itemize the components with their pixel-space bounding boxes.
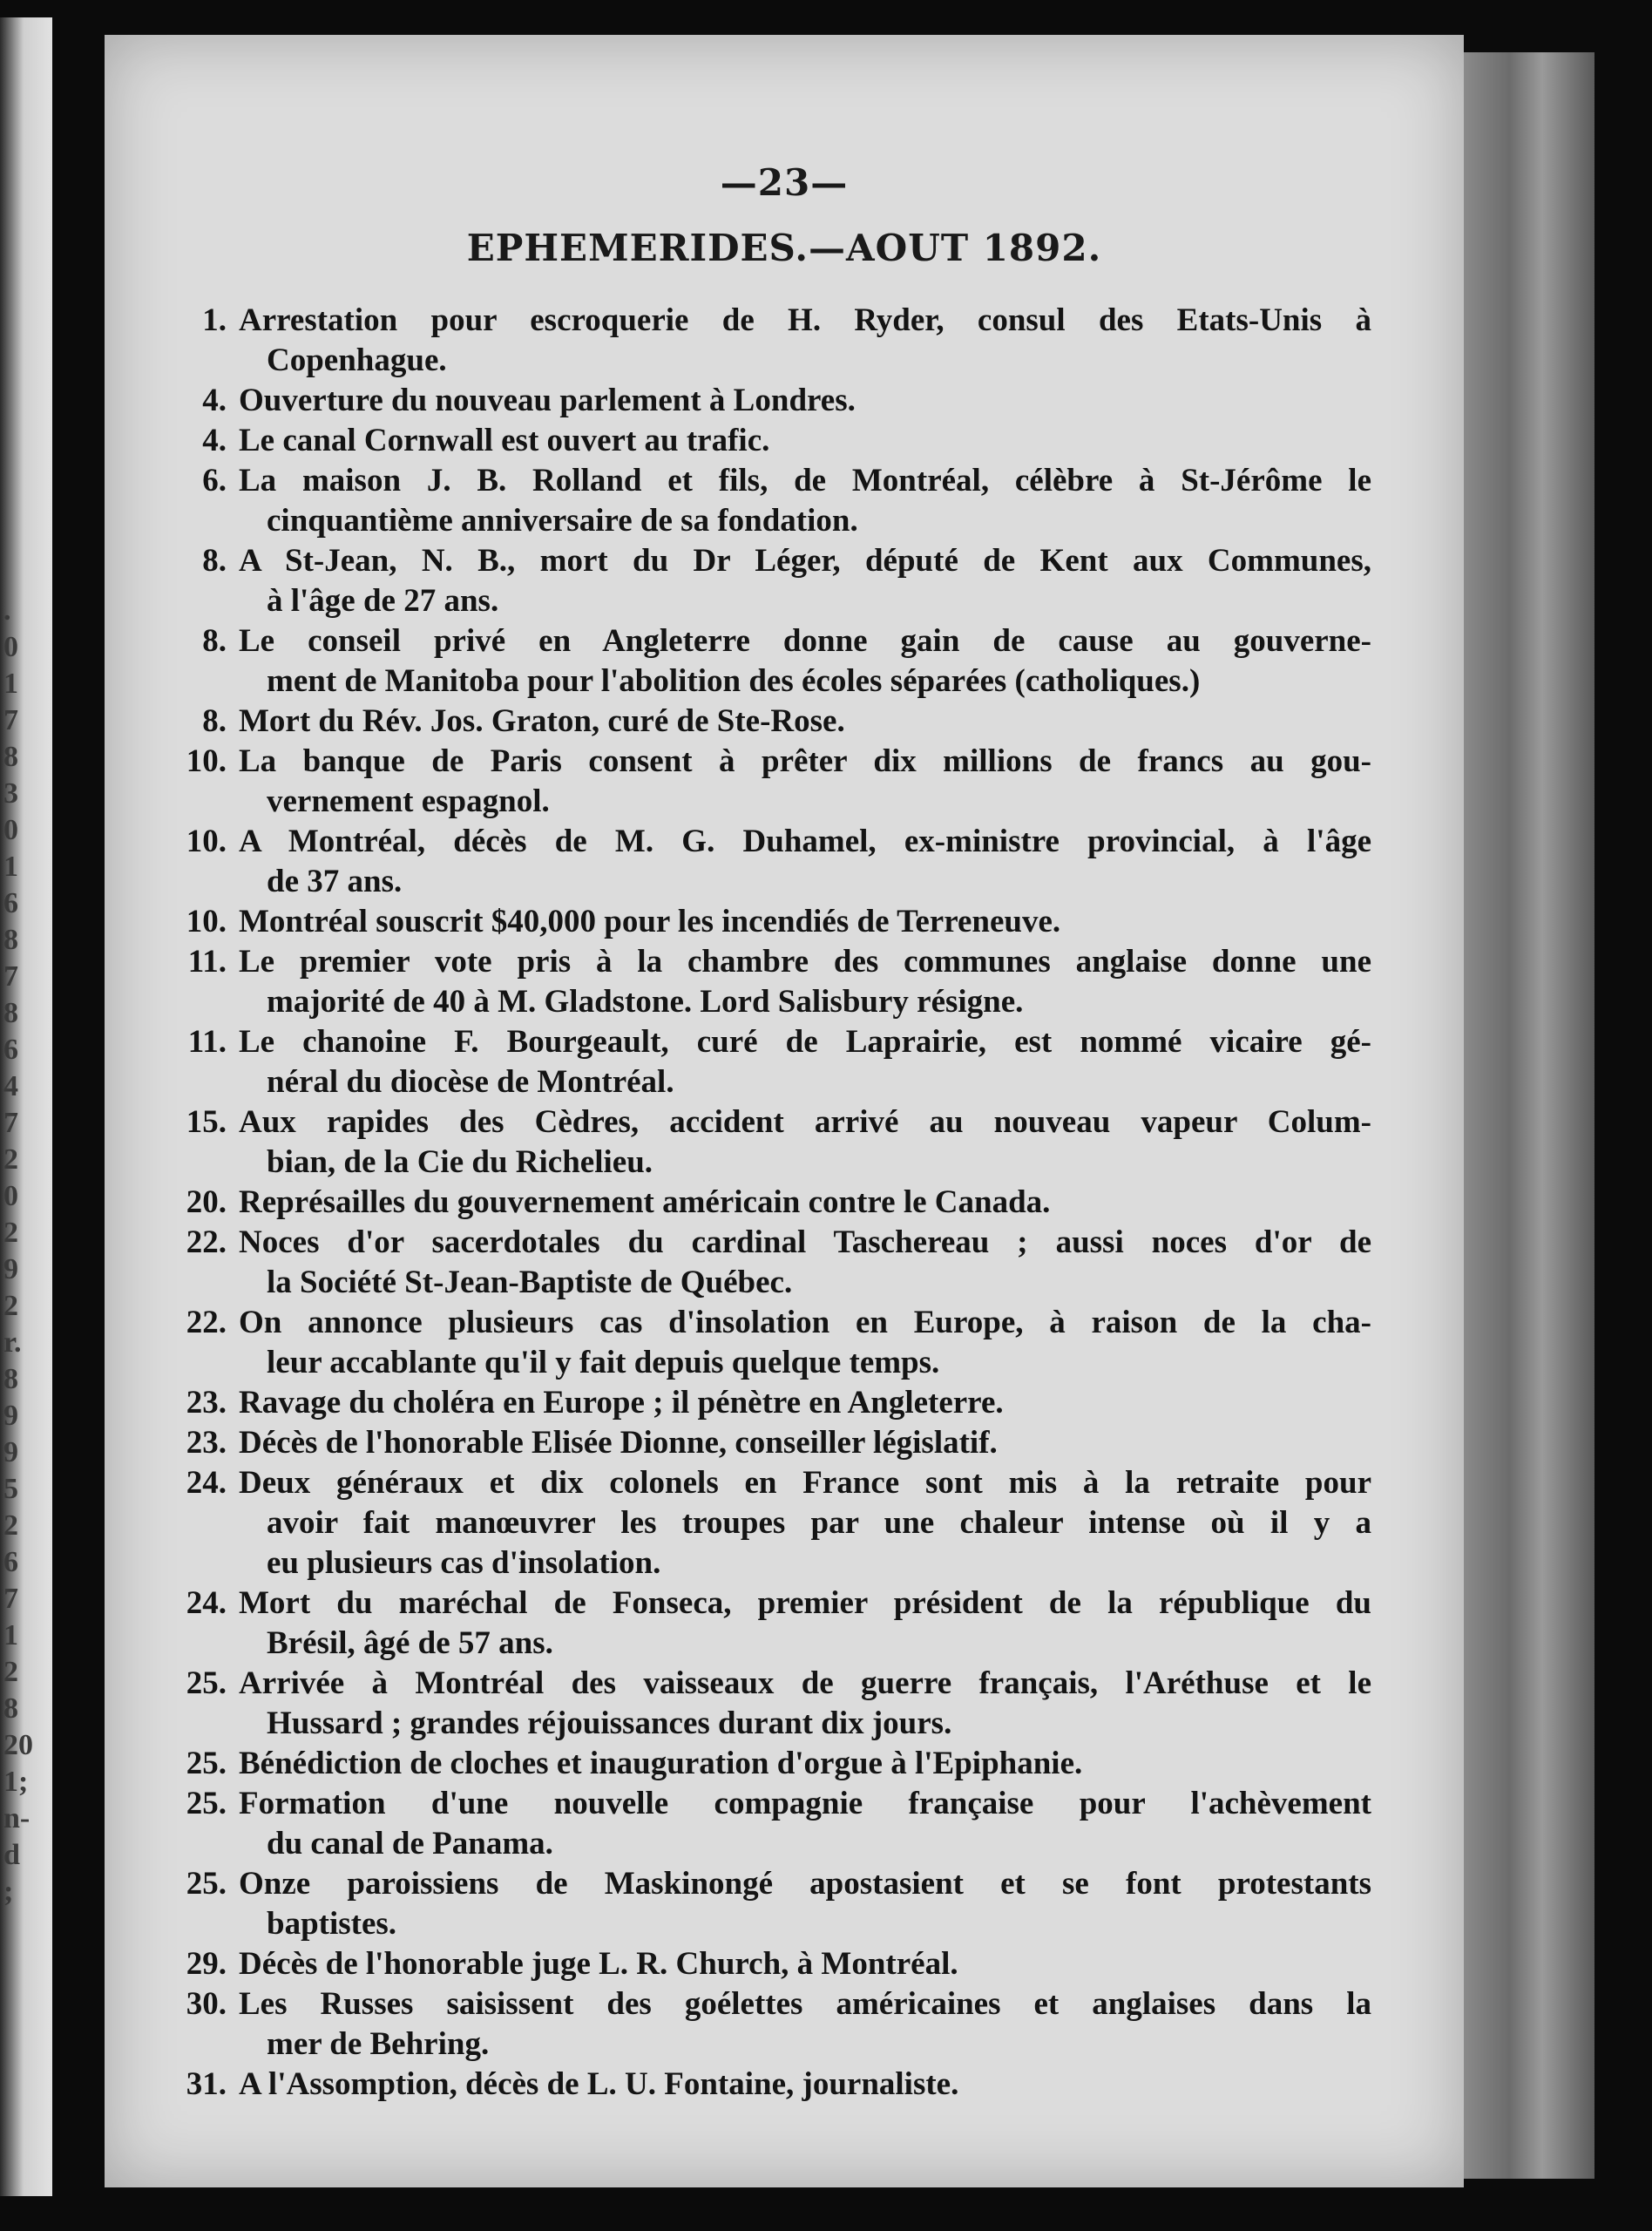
margin-fragment: 8 [3,1363,18,1395]
entry-text [239,902,1371,942]
entry-line: A St-Jean, N. B., mort du Dr Léger, député de Kent aux Communes, [239,543,1371,579]
list-item [122,1784,1464,1864]
entry-line: Brésil, âgé de 57 ans. [267,1625,553,1661]
margin-fragment: 5 [3,1473,18,1505]
entry-line: Mort du Rév. Jos. Graton, curé de Ste-Rose. [239,703,845,739]
entry-line: La maison J. B. Rolland et fils, de Montréal, célèbre à St-Jérôme le [239,463,1371,498]
margin-fragment: 8 [3,997,18,1029]
entry-line: ment de Manitoba pour l'abolition des écoles séparées (catholiques.) [267,663,1201,699]
margin-fragment: r. [3,1326,22,1359]
list-item [122,1944,1464,1984]
entry-line: Le conseil privé en Angleterre donne gain de cause au gouverne- [239,623,1371,659]
margin-fragment: 6 [3,887,18,919]
entry-line: bian, de la Cie du Richelieu. [267,1144,653,1180]
list-item [122,942,1464,1022]
entry-text [239,381,1371,421]
entry-text [239,1423,1371,1463]
list-item [122,2065,1464,2105]
list-item [122,421,1464,461]
entry-line: à l'âge de 27 ans. [267,583,499,619]
entry-line: Arrestation pour escroquerie de H. Ryder, consul des Etats-Unis à [239,302,1371,338]
entry-day: 4. [202,383,227,418]
entry-line: Formation d'une nouvelle compagnie française pour l'achèvement [239,1786,1371,1821]
margin-fragment: d [3,1839,20,1871]
entry-day: 30. [186,1986,227,2022]
entry-day: 20. [186,1184,227,1220]
margin-fragment: ; [3,1875,14,1908]
entry-day: 24. [186,1585,227,1621]
entry-line: du canal de Panama. [267,1826,553,1861]
list-item [122,1984,1464,2065]
entry-text [239,1383,1371,1423]
entry-line: leur accablante qu'il y fait depuis quelque temps. [267,1345,940,1380]
entry-line: A Montréal, décès de M. G. Duhamel, ex-ministre provincial, à l'âge [239,824,1371,859]
list-item [122,1022,1464,1102]
list-item [122,822,1464,902]
entry-day: 8. [202,623,227,659]
entry-day: 23. [186,1425,227,1461]
entry-line: de 37 ans. [267,864,403,899]
entry-day: 10. [186,824,227,859]
list-item [122,1583,1464,1664]
list-item [122,702,1464,742]
margin-fragment: 7 [3,960,18,993]
margin-fragment: 8 [3,1692,18,1725]
margin-fragment: 4 [3,1070,18,1102]
entry-text [239,1944,1371,1984]
entry-text [239,1463,1371,1583]
entry-day: 24. [186,1465,227,1501]
entry-text [239,461,1371,541]
entry-day: 8. [202,543,227,579]
list-item [122,1383,1464,1423]
margin-fragment: 1; [3,1766,29,1798]
book-fore-edge [1464,52,1594,2179]
entry-day: 11. [187,1024,227,1060]
margin-fragment: 1 [3,1619,18,1651]
entry-day: 4. [202,423,227,458]
entry-line: A l'Assomption, décès de L. U. Fontaine, journaliste. [239,2066,959,2102]
entry-day: 25. [186,1786,227,1821]
entry-line: vernement espagnol. [267,783,550,819]
entry-day: 25. [186,1866,227,1902]
entry-text [239,1022,1371,1102]
entry-line: Le canal Cornwall est ouvert au trafic. [239,423,770,458]
entry-day: 29. [186,1946,227,1982]
margin-fragment: 0 [3,1180,18,1212]
entry-line: Hussard ; grandes réjouissances durant dix jours. [267,1705,952,1741]
entry-text [239,1102,1371,1183]
margin-fragment: 8 [3,924,18,956]
entry-line: Deux généraux et dix colonels en France sont mis à la retraite pour [239,1465,1371,1501]
entry-text [239,1303,1371,1383]
entry-day: 31. [186,2066,227,2102]
entry-line: Représailles du gouvernement américain contre le Canada. [239,1184,1051,1220]
entry-day: 1. [202,302,227,338]
book-page [105,35,1464,2187]
entry-line: avoir fait manœuvrer les troupes par une chaleur intense où il y a [267,1505,1371,1541]
margin-fragment: 7 [3,1107,18,1139]
entry-line: Décès de l'honorable juge L. R. Church, à Montréal. [239,1946,958,1982]
list-item [122,1864,1464,1944]
margin-fragment: 20 [3,1729,33,1761]
entry-line: La banque de Paris consent à prêter dix millions de francs au gou- [239,743,1371,779]
entry-text [239,541,1371,621]
entry-day: 22. [186,1305,227,1340]
page-title: EPHEMERIDES.—AOUT 1892. [466,227,1102,269]
list-item [122,461,1464,541]
margin-fragment: 7 [3,704,18,736]
entry-line: Onze paroissiens de Maskinongé apostasient et se font protestants [239,1866,1371,1902]
entry-day: 25. [186,1746,227,1781]
list-item [122,621,1464,702]
list-item [122,1664,1464,1744]
entry-text [239,421,1371,461]
list-item [122,1183,1464,1223]
entry-day: 25. [186,1665,227,1701]
list-item [122,1463,1464,1583]
entry-day: 23. [186,1385,227,1421]
entry-text [239,2065,1371,2105]
entry-text [239,1223,1371,1303]
list-item [122,1102,1464,1183]
entry-day: 22. [186,1224,227,1260]
margin-fragment: 2 [3,1143,18,1176]
entry-line: Noces d'or sacerdotales du cardinal Taschereau ; aussi noces d'or de [239,1224,1371,1260]
entry-text [239,301,1371,381]
entry-line: la Société St-Jean-Baptiste de Québec. [267,1265,793,1300]
entry-day: 10. [186,743,227,779]
list-item [122,381,1464,421]
entry-text [239,742,1371,822]
margin-fragment: 8 [3,741,18,773]
list-item [122,1744,1464,1784]
margin-fragment: 0 [3,814,18,846]
margin-fragment: 1 [3,668,18,700]
entry-line: Le premier vote pris à la chambre des communes anglaise donne une [239,944,1371,980]
list-item [122,902,1464,942]
margin-fragment: 6 [3,1546,18,1578]
entry-day: 10. [186,904,227,939]
entry-text [239,1984,1371,2065]
entry-line: Montréal souscrit $40,000 pour les incendiés de Terreneuve. [239,904,1061,939]
entry-text [239,1183,1371,1223]
entry-text [239,1583,1371,1664]
entry-line: néral du diocèse de Montréal. [267,1064,674,1100]
margin-fragment: 9 [3,1400,18,1432]
page-number: —23— [720,161,849,204]
entry-line: mer de Behring. [267,2026,490,2062]
adjacent-page-margin-text [3,593,49,1910]
margin-fragment: 1 [3,851,18,883]
margin-fragment: 3 [3,777,18,810]
list-item [122,742,1464,822]
entry-line: eu plusieurs cas d'insolation. [267,1545,661,1581]
entry-line: Aux rapides des Cèdres, accident arrivé au nouveau vapeur Colum- [239,1104,1371,1140]
list-item [122,1423,1464,1463]
margin-fragment: . [3,594,11,627]
entry-line: Le chanoine F. Bourgeault, curé de Laprairie, est nommé vicaire gé- [239,1024,1371,1060]
entry-text [239,1664,1371,1744]
entry-text [239,822,1371,902]
entry-text [239,942,1371,1022]
entry-line: Les Russes saisissent des goélettes américaines et anglaises dans la [239,1986,1371,2022]
list-item [122,301,1464,381]
ephemerides-list [122,301,1464,2105]
entry-line: Copenhague. [267,342,447,378]
margin-fragment: 2 [3,1509,18,1542]
entry-line: Ouverture du nouveau parlement à Londres. [239,383,856,418]
entry-line: majorité de 40 à M. Gladstone. Lord Salisbury résigne. [267,984,1024,1020]
margin-fragment: 6 [3,1034,18,1066]
entry-day: 8. [202,703,227,739]
entry-line: Mort du maréchal de Fonseca, premier président de la république du [239,1585,1371,1621]
margin-fragment: 2 [3,1656,18,1688]
entry-text [239,621,1371,702]
entry-line: Décès de l'honorable Elisée Dionne, conseiller législatif. [239,1425,998,1461]
margin-fragment: 2 [3,1217,18,1249]
entry-line: Ravage du choléra en Europe ; il pénètre en Angleterre. [239,1385,1004,1421]
entry-text [239,1744,1371,1784]
entry-line: baptistes. [267,1906,397,1942]
margin-fragment: 2 [3,1290,18,1322]
list-item [122,1303,1464,1383]
list-item [122,541,1464,621]
entry-line: Arrivée à Montréal des vaisseaux de guerre français, l'Aréthuse et le [239,1665,1371,1701]
entry-day: 15. [186,1104,227,1140]
entry-text [239,1864,1371,1944]
entry-day: 6. [202,463,227,498]
margin-fragment: 9 [3,1253,18,1285]
entry-text [239,1784,1371,1864]
entry-text [239,702,1371,742]
margin-fragment: 9 [3,1436,18,1468]
entry-day: 11. [187,944,227,980]
entry-line: On annonce plusieurs cas d'insolation en Europe, à raison de la cha- [239,1305,1371,1340]
margin-fragment: n- [3,1802,30,1834]
entry-line: Bénédiction de cloches et inauguration d'orgue à l'Epiphanie. [239,1746,1083,1781]
margin-fragment: 7 [3,1583,18,1615]
entry-line: cinquantième anniversaire de sa fondation. [267,503,858,539]
margin-fragment: 0 [3,631,18,663]
list-item [122,1223,1464,1303]
